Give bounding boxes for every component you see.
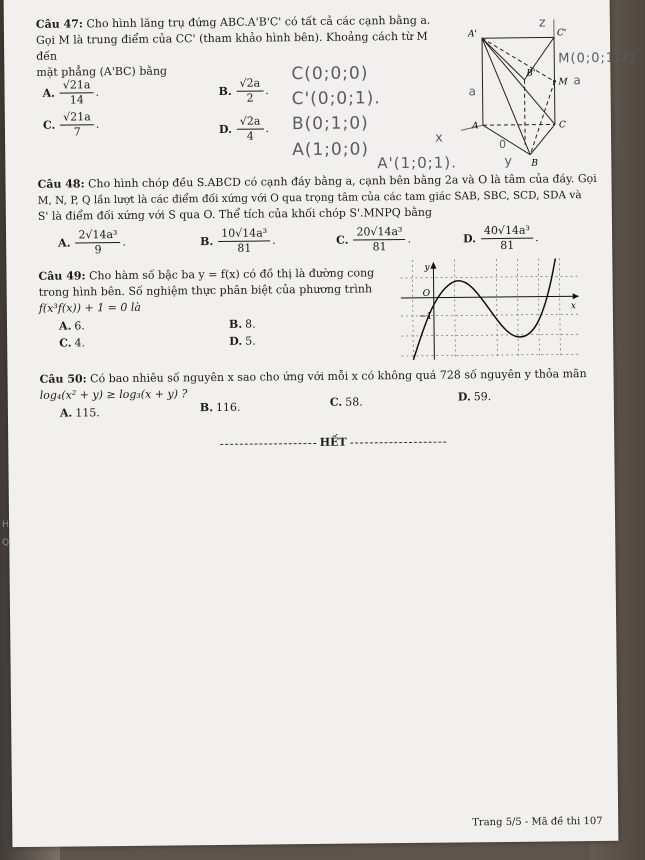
prism-figure	[424, 19, 576, 181]
option-c[interactable]: C. 58.	[329, 395, 363, 409]
grid-line	[496, 259, 497, 359]
background-stray-text: Q	[2, 538, 10, 548]
prism-edge	[482, 38, 483, 125]
question-text: Có bao nhiêu số nguyên x sao cho ứng với mỗi x có không quá 728 số nguyên y thỏa mãn	[90, 367, 587, 386]
grid-line	[401, 276, 581, 278]
vertex-label: C'	[556, 28, 567, 39]
divider	[350, 441, 446, 443]
handwritten-note: M(0;0;1/2)	[558, 50, 636, 67]
handwritten-note: a	[573, 73, 582, 88]
option-b[interactable]: B. 116.	[199, 400, 241, 415]
question-49	[38, 265, 398, 317]
option-c[interactable]: C. $\frac{\text{20√14a³}}{81}$ .	[336, 225, 412, 254]
question-text: S' là điểm đối xứng với S qua O. Thể tích của khối chóp S'.MNPQ bằng	[37, 205, 433, 223]
grid-line	[412, 260, 413, 360]
prism-edge	[530, 124, 555, 154]
option-c[interactable]: C. 4.	[59, 336, 86, 350]
option-d[interactable]: D. 5.	[229, 334, 256, 348]
end-text: HẾT	[319, 435, 347, 449]
question-text: f(x³f(x)) + 1 = 0 là	[38, 300, 142, 315]
question-text: Gọi M là trung điểm của CC' (tham khảo hình bên). Khoảng cách từ M đến	[35, 29, 428, 63]
option-d[interactable]: D. $\frac{\text{40√14a³}}{81}$ .	[463, 223, 539, 253]
grid-line	[401, 334, 581, 336]
option-a[interactable]: A. $\frac{\text{2√14a³}}{9}$ .	[58, 228, 127, 257]
handwritten-note: B(0;1;0)	[291, 113, 369, 135]
question-label: Câu 48:	[37, 177, 85, 191]
grid-line	[517, 259, 518, 359]
question-label: Câu 49:	[38, 269, 86, 283]
handwritten-note: A(1;0;0)	[292, 139, 370, 161]
grid-line	[401, 354, 581, 356]
option-a[interactable]: A. 6.	[58, 319, 85, 333]
question-label: Câu 50:	[39, 372, 87, 386]
prism-edge	[483, 124, 555, 125]
grid-line	[538, 259, 539, 359]
question-text: mặt phẳng (A'BC) bằng	[36, 64, 168, 79]
option-c[interactable]: C. $\frac{√21a}{7}$ .	[42, 110, 100, 139]
option-b[interactable]: B. $\frac{\text{10√14a³}}{81}$ .	[200, 226, 276, 255]
prism-edge	[529, 81, 555, 154]
option-d[interactable]: D. 59.	[457, 390, 492, 404]
axis-label: y	[424, 262, 430, 273]
grid-line	[454, 259, 455, 359]
handwritten-axis-label: y	[504, 153, 514, 169]
page-footer: Trang 5/5 - Mã đề thi 107	[472, 815, 603, 829]
origin-label: O	[422, 288, 431, 299]
question-text: Cho hình chóp đều S.ABCD có cạnh đáy bằng a, cạnh bên bằng 2a và O là tâm của đáy. Gọi	[88, 171, 597, 191]
prism-edge	[482, 37, 555, 125]
vertex-label: M	[558, 77, 568, 88]
divider	[220, 442, 316, 444]
prism-edge	[482, 38, 530, 155]
vertex-label: A	[471, 121, 479, 132]
question-text: Cho hình lăng trụ đứng ABC.A'B'C' có tất cả các cạnh bằng a.	[86, 13, 431, 31]
handwritten-note: A'(1;0;1).	[377, 153, 458, 173]
option-b[interactable]: B. 8.	[228, 317, 256, 331]
handwritten-note: 0	[499, 137, 508, 152]
handwritten-axis-label: z	[538, 15, 547, 31]
tick-label: −1	[418, 311, 433, 322]
handwritten-note: a	[468, 84, 478, 99]
option-b[interactable]: B. $\frac{√2a}{2}$ .	[218, 76, 269, 105]
prism-edge	[483, 125, 530, 155]
prism-edge	[482, 37, 554, 82]
axis-label: x	[570, 301, 576, 312]
point-m	[553, 80, 556, 83]
end-marker	[220, 434, 460, 450]
option-a[interactable]: A. 115.	[59, 406, 100, 420]
option-d[interactable]: D. $\frac{√2a}{4}$ .	[218, 114, 270, 143]
x-axis-arrow	[573, 293, 579, 299]
question-text: log₄(x² + y) ≥ log₃(x + y) ?	[39, 387, 188, 402]
vertex-label: B'	[526, 68, 536, 79]
cubic-graph	[400, 258, 581, 360]
question-text: Cho hàm số bậc ba y = f(x) có đồ thị là đường cong	[88, 266, 375, 283]
question-text: trong hình bên. Số nghiệm thực phân biệt của phương trình	[38, 282, 373, 299]
grid-line	[559, 258, 560, 358]
handwritten-note: C(0;0;0)	[291, 63, 369, 85]
handwritten-note: C'(0;0;1).	[291, 88, 381, 110]
question-48	[37, 171, 597, 225]
question-text: M, N, P, Q lần lượt là các điểm đối xứng với O qua trọng tâm của các tam giác SAB, SBC, SCD, SDA và	[37, 189, 582, 207]
handwritten-axis-label: x	[434, 130, 444, 146]
question-47	[36, 13, 442, 81]
background-stray-text: H	[2, 520, 9, 530]
y-axis-arrow	[430, 262, 436, 269]
vertex-label: C	[558, 120, 566, 131]
vertex-label: A'	[467, 29, 478, 40]
question-50	[39, 366, 599, 404]
vertex-label: B	[531, 158, 539, 169]
exam-page	[4, 0, 636, 847]
option-a[interactable]: A. $\frac{√21a}{14}$ .	[42, 78, 100, 107]
question-label: Câu 47:	[35, 17, 83, 31]
y-axis	[433, 264, 434, 360]
